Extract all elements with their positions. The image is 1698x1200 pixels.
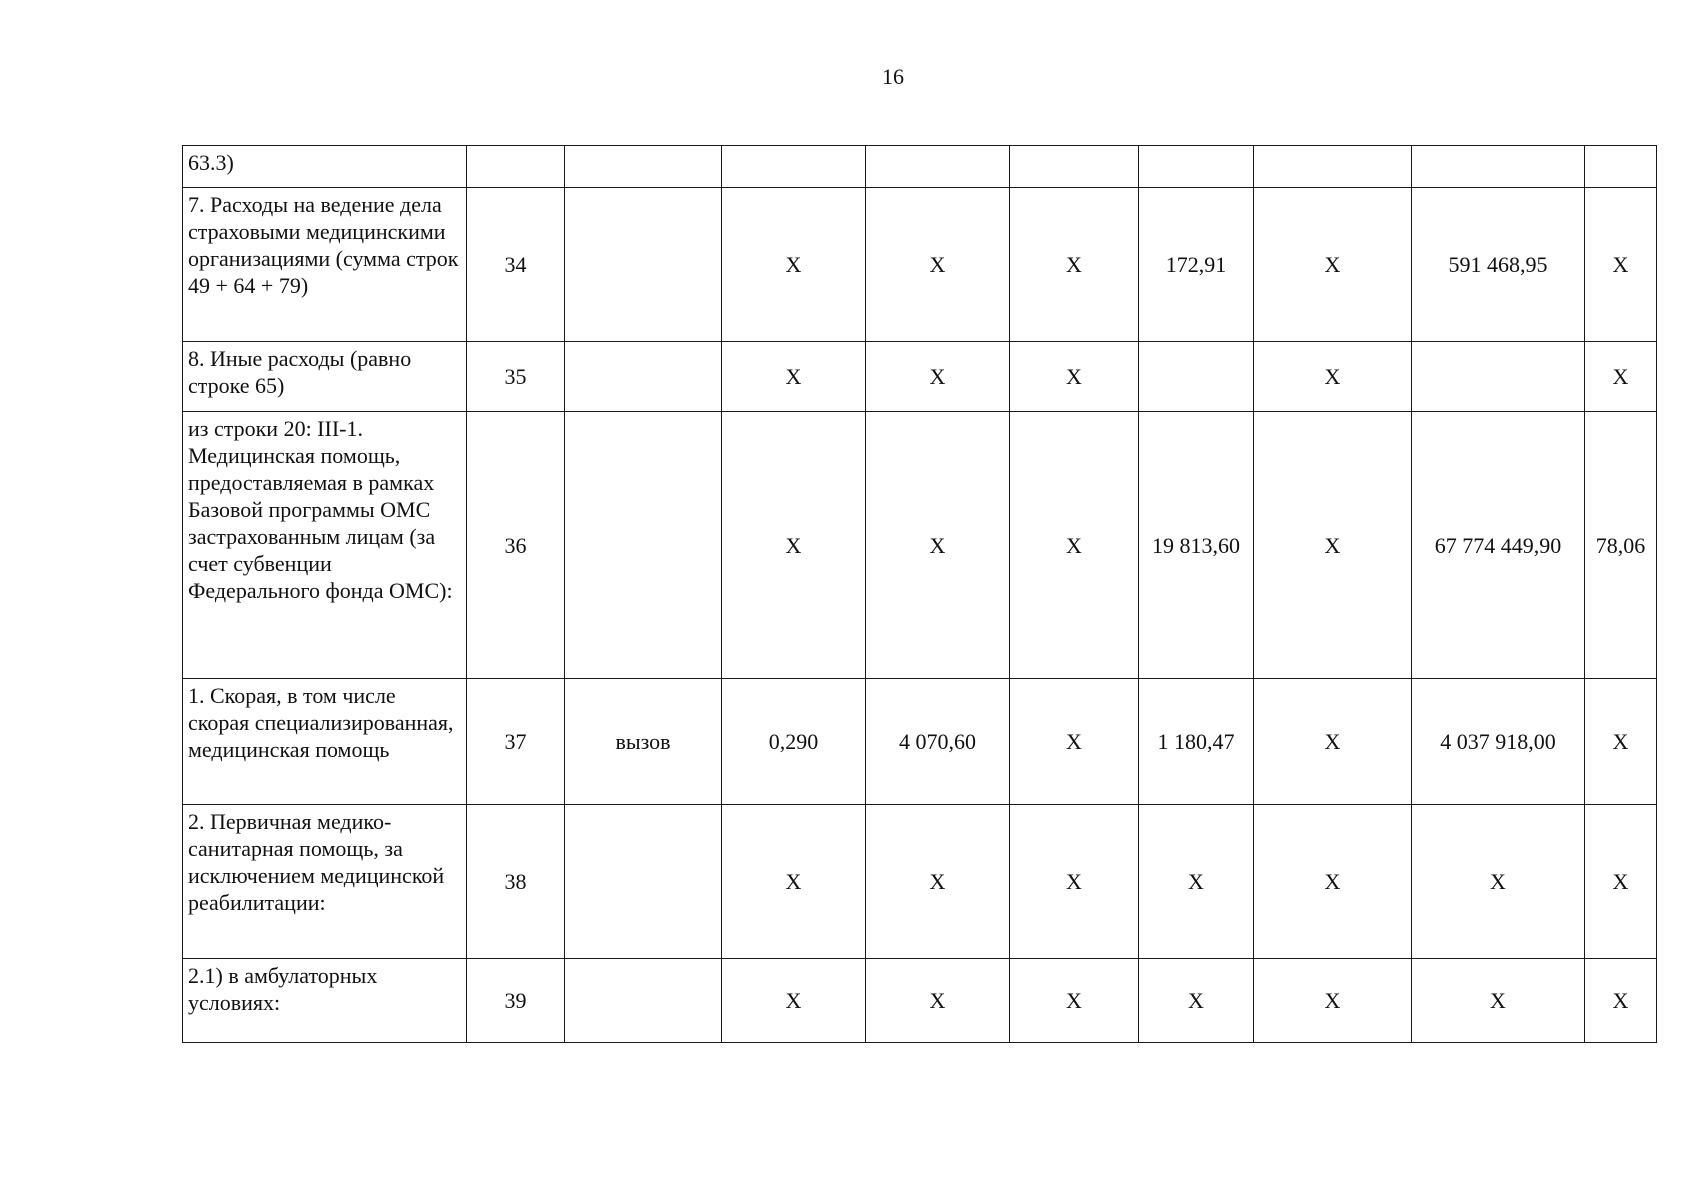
value-cell: X [1412,805,1585,959]
unit-cell [565,805,722,959]
table-row [183,412,1657,679]
value-cell: X [1010,342,1139,412]
value-cell: X [1585,679,1657,805]
value-cell: X [1254,412,1412,679]
value-cell: 67 774 449,90 [1412,412,1585,679]
value-cell: X [866,188,1010,342]
value-cell: X [1254,679,1412,805]
value-cell: X [1010,959,1139,1043]
value-cell: X [1010,412,1139,679]
value-cell: 591 468,95 [1412,188,1585,342]
table-row [183,805,1657,959]
value-cell: X [1585,805,1657,959]
value-cell: X [1254,342,1412,412]
line-number-cell: 35 [467,342,565,412]
unit-cell [565,959,722,1043]
value-cell: X [1139,959,1254,1043]
line-number-cell: 39 [467,959,565,1043]
table-row [183,679,1657,805]
value-cell [722,146,866,188]
value-cell: X [722,959,866,1043]
value-cell [1139,146,1254,188]
table-row [183,959,1657,1043]
data-table [182,145,1657,1043]
row-name-cell: из строки 20: III-1. Медицинская помощь, предоставляемая в рамках Базовой программы ОМС застрахованным лицам (за счет субвенции Федерального фонда ОМС): [183,412,467,679]
value-cell: 4 037 918,00 [1412,679,1585,805]
row-name-cell: 63.3) [183,146,467,188]
row-name-cell: 8. Иные расходы (равно строке 65) [183,342,467,412]
value-cell: X [1010,679,1139,805]
value-cell: X [1412,959,1585,1043]
value-cell [1010,146,1139,188]
value-cell: 0,290 [722,679,866,805]
value-cell [866,146,1010,188]
line-number-cell: 34 [467,188,565,342]
value-cell: X [866,805,1010,959]
value-cell: X [1010,188,1139,342]
value-cell: X [1254,188,1412,342]
row-name-cell: 2.1) в амбулаторных условиях: [183,959,467,1043]
value-cell: X [722,805,866,959]
value-cell: X [1585,342,1657,412]
value-cell: X [866,412,1010,679]
value-cell: X [1139,805,1254,959]
value-cell: X [722,188,866,342]
line-number-cell: 36 [467,412,565,679]
value-cell [1585,146,1657,188]
line-number-cell [467,146,565,188]
value-cell: X [866,342,1010,412]
value-cell: X [722,412,866,679]
value-cell: X [1585,188,1657,342]
value-cell: 78,06 [1585,412,1657,679]
value-cell: X [866,959,1010,1043]
value-cell: X [1010,805,1139,959]
unit-cell: вызов [565,679,722,805]
row-name-cell: 2. Первичная медико-санитарная помощь, за исключением медицинской реабилитации: [183,805,467,959]
value-cell: X [1585,959,1657,1043]
value-cell: X [1254,805,1412,959]
table-row [183,188,1657,342]
row-name-cell: 7. Расходы на ведение дела страховыми медицинскими организациями (сумма строк 49 + 64 + 79) [183,188,467,342]
table-row [183,146,1657,188]
value-cell: X [1254,959,1412,1043]
unit-cell [565,188,722,342]
unit-cell [565,342,722,412]
line-number-cell: 37 [467,679,565,805]
unit-cell [565,412,722,679]
value-cell: 1 180,47 [1139,679,1254,805]
line-number-cell: 38 [467,805,565,959]
value-cell: 172,91 [1139,188,1254,342]
value-cell [1412,146,1585,188]
value-cell: 19 813,60 [1139,412,1254,679]
unit-cell [565,146,722,188]
row-name-cell: 1. Скорая, в том числе скорая специализированная, медицинская помощь [183,679,467,805]
value-cell: 4 070,60 [866,679,1010,805]
value-cell: X [722,342,866,412]
page-number: 16 [882,64,904,89]
value-cell [1139,342,1254,412]
value-cell [1254,146,1412,188]
table-row [183,342,1657,412]
value-cell [1412,342,1585,412]
